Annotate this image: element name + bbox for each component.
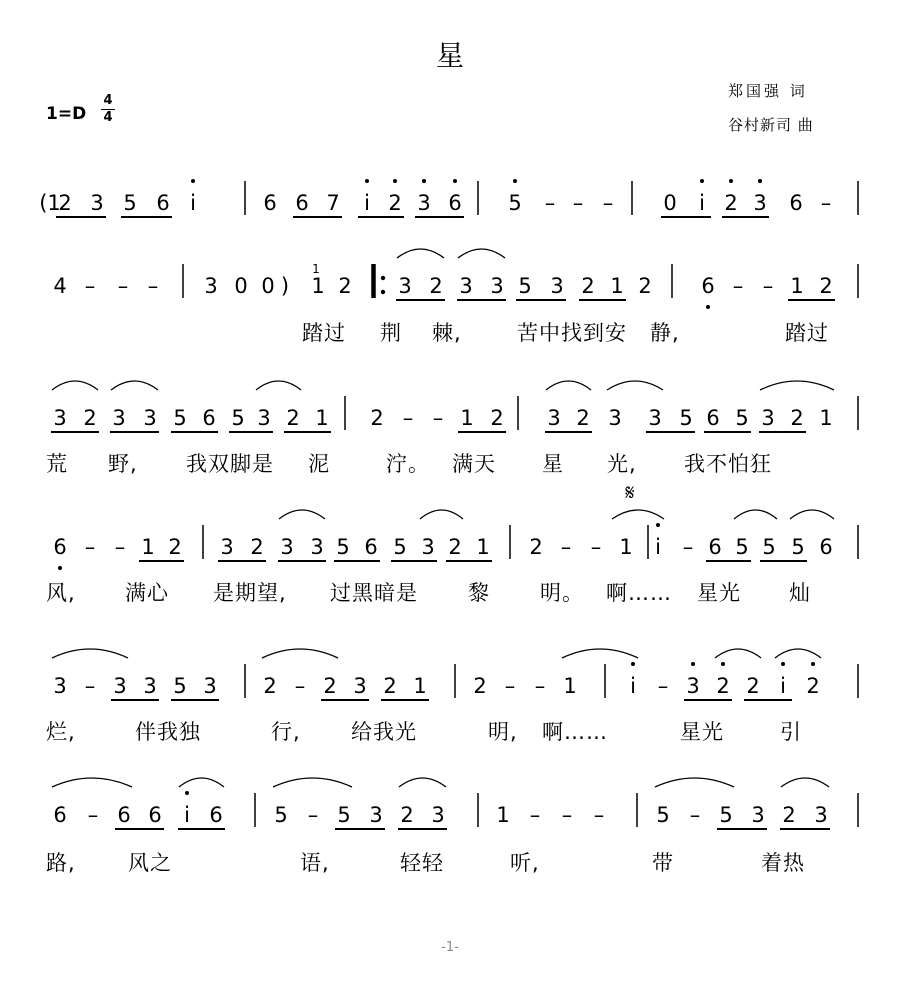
note: 2	[716, 674, 730, 698]
note: 2	[83, 406, 97, 430]
note: 5	[231, 406, 245, 430]
slur	[562, 649, 638, 658]
octave-dot	[721, 662, 725, 666]
slur	[52, 778, 132, 787]
note: 2	[370, 406, 384, 430]
note: )	[280, 274, 290, 298]
note: –	[84, 674, 96, 698]
note: 2	[58, 191, 72, 215]
note: –	[84, 535, 96, 559]
lyric-word: 风,	[46, 581, 76, 605]
slur	[607, 381, 663, 390]
lyric-word: 轻轻	[400, 851, 444, 875]
note: 6	[789, 191, 803, 215]
note: i	[655, 535, 661, 559]
music-system	[42, 778, 858, 829]
lyric-word: 伴我独	[135, 720, 201, 744]
lyric-word: 是期望,	[213, 581, 287, 605]
octave-dot	[729, 179, 733, 183]
slur	[760, 381, 834, 390]
note: 2	[263, 674, 277, 698]
lyric-word: 着热	[761, 851, 805, 875]
note: 5	[393, 535, 407, 559]
note: 6	[295, 191, 309, 215]
note: 3	[53, 406, 67, 430]
note: 0	[234, 274, 248, 298]
lyric-word: 路,	[46, 851, 76, 875]
note: 2	[250, 535, 264, 559]
note: 3	[421, 535, 435, 559]
lyric-word: 踏过	[785, 321, 829, 345]
note: –	[762, 274, 774, 298]
octave-dot	[422, 179, 426, 183]
slur	[52, 649, 128, 658]
lyric-word: 引	[780, 720, 802, 744]
note: 1	[311, 274, 325, 298]
lyric-word: 我双脚是	[186, 452, 274, 476]
note: –	[432, 406, 444, 430]
composer-credit: 谷村新司 曲	[728, 116, 814, 134]
note: –	[529, 803, 541, 827]
note: –	[689, 803, 701, 827]
lyric-word: 荆	[380, 321, 402, 345]
lyric-word: 荒	[46, 452, 68, 476]
note: 5	[173, 674, 187, 698]
lyric-word: 过黑暗是	[330, 581, 418, 605]
slur	[655, 778, 734, 787]
note: 1	[610, 274, 624, 298]
note: 2	[819, 274, 833, 298]
note: 5	[735, 406, 749, 430]
note: i	[190, 191, 196, 215]
lyric-word: 明,	[488, 720, 518, 744]
octave-dot	[393, 179, 397, 183]
lyric-word: 满天	[452, 452, 496, 476]
lyric-word: 野,	[108, 452, 138, 476]
slur	[399, 778, 446, 787]
note: 1	[476, 535, 490, 559]
note: –	[87, 803, 99, 827]
note: 3	[353, 674, 367, 698]
note: 3	[550, 274, 564, 298]
note: –	[593, 803, 605, 827]
time-bottom: 4	[103, 110, 113, 125]
octave-dot	[758, 179, 762, 183]
song-title: 星	[435, 39, 464, 72]
note: –	[682, 535, 694, 559]
note: 2	[168, 535, 182, 559]
lyricist-credit: 郑国强 词	[728, 82, 808, 100]
lyric-word: 烂,	[46, 720, 76, 744]
note: 2	[286, 406, 300, 430]
note: 3	[369, 803, 383, 827]
note: 2	[576, 406, 590, 430]
note: 0	[663, 191, 677, 215]
note: 4	[53, 274, 67, 298]
slur	[397, 249, 444, 258]
lyric-word: 棘,	[432, 321, 462, 345]
note: –	[147, 274, 159, 298]
note: 5	[173, 406, 187, 430]
lyric-word: 我不怕狂	[684, 452, 772, 476]
octave-dot	[706, 305, 710, 309]
lyric-word: 星光	[697, 581, 741, 605]
note: 3	[398, 274, 412, 298]
lyric-word: 满心	[125, 581, 169, 605]
note: –	[657, 674, 669, 698]
note: i	[184, 803, 190, 827]
note: 0	[261, 274, 275, 298]
note: 1	[563, 674, 577, 698]
note: 2	[638, 274, 652, 298]
note: –	[117, 274, 129, 298]
octave-dot	[453, 179, 457, 183]
slur	[458, 249, 505, 258]
note: 5	[274, 803, 288, 827]
lyric-word: 泥	[308, 452, 330, 476]
lyric-word: 带	[652, 851, 674, 875]
octave-dot	[700, 179, 704, 183]
note: 3	[814, 803, 828, 827]
note: 6	[448, 191, 462, 215]
octave-dot	[691, 662, 695, 666]
slur	[262, 649, 338, 658]
note: 3	[53, 674, 67, 698]
note: –	[602, 191, 614, 215]
note: 2	[724, 191, 738, 215]
slur	[279, 510, 325, 519]
slur	[179, 778, 224, 787]
note: 5	[518, 274, 532, 298]
lyric-word: 语,	[300, 851, 330, 875]
note: 3	[431, 803, 445, 827]
note: 2	[581, 274, 595, 298]
note: 3	[751, 803, 765, 827]
note: 6	[156, 191, 170, 215]
music-system	[42, 381, 858, 432]
octave-dot	[811, 662, 815, 666]
note: 5	[679, 406, 693, 430]
note: 6	[202, 406, 216, 430]
note: 1	[496, 803, 510, 827]
note: 3	[280, 535, 294, 559]
note: 3	[547, 406, 561, 430]
lyric-word: 风之	[128, 851, 172, 875]
note: 7	[326, 191, 340, 215]
note: 2	[448, 535, 462, 559]
note: 6	[364, 535, 378, 559]
music-system	[42, 649, 858, 700]
note: 3	[220, 535, 234, 559]
note: 2	[400, 803, 414, 827]
note: 2	[529, 535, 543, 559]
note: 1	[460, 406, 474, 430]
octave-dot	[631, 662, 635, 666]
lyric-word: 星	[542, 452, 564, 476]
slur	[790, 510, 834, 519]
note: 6	[53, 535, 67, 559]
lyric-word: 给我光	[351, 720, 417, 744]
octave-dot	[365, 179, 369, 183]
slur	[273, 778, 352, 787]
note: 2	[790, 406, 804, 430]
lyric-word: 踏过	[302, 321, 346, 345]
note: 3	[143, 674, 157, 698]
repeat-dot	[381, 276, 385, 280]
note: 1	[315, 406, 329, 430]
lyric-word: 苦中找到安	[517, 321, 627, 345]
note: 6	[708, 535, 722, 559]
slur	[775, 649, 821, 658]
note: 3	[753, 191, 767, 215]
note: 1	[819, 406, 833, 430]
page-number: -1-	[441, 940, 459, 955]
slur	[256, 381, 301, 390]
note: 2	[806, 674, 820, 698]
note: –	[820, 191, 832, 215]
note: –	[560, 535, 572, 559]
note: 3	[686, 674, 700, 698]
note: –	[504, 674, 516, 698]
note: 2	[388, 191, 402, 215]
grace-note: 1	[312, 262, 320, 276]
note: i	[699, 191, 705, 215]
octave-dot	[185, 791, 189, 795]
note: 6	[706, 406, 720, 430]
slur	[612, 510, 664, 519]
lyric-word: 啊……	[606, 581, 672, 605]
note: 6	[148, 803, 162, 827]
note: –	[534, 674, 546, 698]
music-system	[42, 510, 858, 570]
note: (1	[39, 191, 61, 215]
note: 5	[337, 803, 351, 827]
note: 5	[656, 803, 670, 827]
note: –	[307, 803, 319, 827]
note: 5	[123, 191, 137, 215]
note: 1	[619, 535, 633, 559]
slur	[715, 649, 761, 658]
note: –	[572, 191, 584, 215]
lyric-word: 行,	[271, 720, 301, 744]
time-top: 4	[103, 93, 113, 108]
lyric-word: 灿	[789, 581, 811, 605]
note: –	[561, 803, 573, 827]
lyric-word: 泞。	[386, 452, 430, 476]
note: 3	[761, 406, 775, 430]
lyric-word: 黎	[468, 581, 490, 605]
slur	[52, 381, 98, 390]
note: 5	[791, 535, 805, 559]
note: 6	[701, 274, 715, 298]
lyric-word: 听,	[510, 851, 540, 875]
note: 2	[383, 674, 397, 698]
octave-dot	[513, 179, 517, 183]
key-signature: 1=D	[46, 104, 87, 124]
lyric-word: 啊……	[542, 720, 608, 744]
note: 5	[508, 191, 522, 215]
note: 3	[143, 406, 157, 430]
note: 6	[117, 803, 131, 827]
note: i	[364, 191, 370, 215]
note: 3	[417, 191, 431, 215]
slur	[546, 381, 591, 390]
slur	[734, 510, 777, 519]
lyric-word: 静,	[650, 321, 680, 345]
note: 3	[490, 274, 504, 298]
slur	[420, 510, 463, 519]
note: 3	[608, 406, 622, 430]
music-system	[42, 249, 858, 309]
note: 2	[338, 274, 352, 298]
note: 2	[429, 274, 443, 298]
octave-dot	[191, 179, 195, 183]
note: 3	[112, 406, 126, 430]
note: –	[402, 406, 414, 430]
note: 2	[746, 674, 760, 698]
lyric-word: 明。	[540, 581, 584, 605]
note: 3	[113, 674, 127, 698]
note: 3	[203, 674, 217, 698]
note: 3	[257, 406, 271, 430]
note: i	[780, 674, 786, 698]
note: 3	[648, 406, 662, 430]
note: 6	[53, 803, 67, 827]
note: 1	[141, 535, 155, 559]
note: 5	[719, 803, 733, 827]
note: 3	[90, 191, 104, 215]
note: 5	[336, 535, 350, 559]
note: 6	[209, 803, 223, 827]
note: –	[544, 191, 556, 215]
music-system	[39, 179, 858, 217]
note: –	[114, 535, 126, 559]
note: –	[294, 674, 306, 698]
note: 1	[790, 274, 804, 298]
note: i	[630, 674, 636, 698]
note: 3	[204, 274, 218, 298]
note: 1	[413, 674, 427, 698]
slur	[781, 778, 829, 787]
octave-dot	[656, 523, 660, 527]
note: 2	[782, 803, 796, 827]
note: –	[590, 535, 602, 559]
octave-dot	[58, 566, 62, 570]
note: 3	[310, 535, 324, 559]
note: 2	[323, 674, 337, 698]
note: –	[732, 274, 744, 298]
octave-dot	[781, 662, 785, 666]
note: 3	[459, 274, 473, 298]
lyric-word: 光,	[607, 452, 637, 476]
note: –	[84, 274, 96, 298]
lyric-word: 星光	[680, 720, 724, 744]
slur	[111, 381, 158, 390]
repeat-dot	[381, 290, 385, 294]
note: 2	[490, 406, 504, 430]
segno-sign: 𝄋	[625, 481, 635, 506]
note: 5	[735, 535, 749, 559]
note: 2	[473, 674, 487, 698]
note: 6	[819, 535, 833, 559]
note: 5	[762, 535, 776, 559]
note: 6	[263, 191, 277, 215]
